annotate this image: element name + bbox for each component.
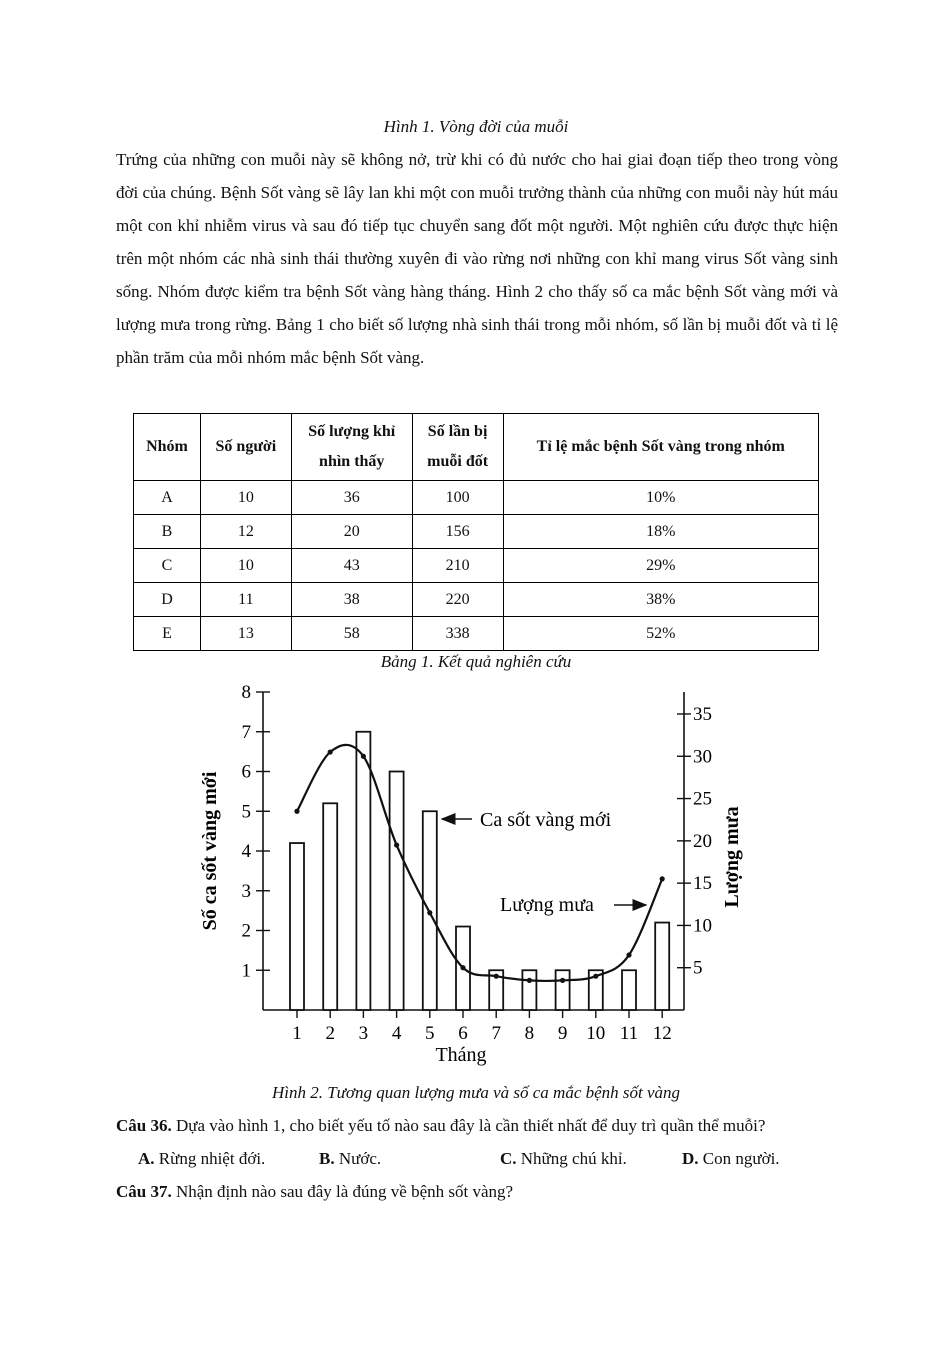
x-tick-label: 7 [491, 1023, 501, 1044]
table-cell: 10 [200, 481, 291, 515]
table-cell: A [134, 481, 201, 515]
option-a[interactable] [138, 1149, 265, 1169]
y2-tick-label: 35 [693, 703, 712, 725]
rainfall-point [626, 952, 631, 957]
question-number: Câu 36. [116, 1116, 172, 1135]
y-tick-label: 8 [241, 682, 251, 703]
table-header-row [134, 414, 819, 481]
y2-tick-label: 5 [693, 957, 703, 979]
header-monkeys: Số lượng khỉ nhìn thấy [291, 414, 412, 481]
y-tick-label: 3 [241, 880, 251, 902]
table-row [134, 549, 819, 583]
option-d[interactable] [682, 1149, 780, 1169]
option-letter: D. [682, 1149, 699, 1168]
rainfall-point [361, 754, 366, 759]
option-text: Nước. [338, 1149, 382, 1168]
rainfall-cases-chart [180, 680, 743, 1075]
rainfall-point [660, 876, 665, 881]
case-bar [655, 923, 669, 1010]
y2-tick-label: 15 [693, 873, 712, 895]
table-cell: 18% [503, 515, 818, 549]
intro-text: Trứng của những con muỗi này sẽ không nở, trừ khi có đủ nước cho hai giai đoạn tiếp theo trong vòng đời của chúng. Bệnh Sốt vàng sẽ lây lan khi một con muỗi trưởng thành của những con muỗi này hút máu một con khỉ nhiễm virus và sau đó tiếp tục chuyển sang đốt một người. Một nghiên cứu được thực hiện trên một nhóm các nhà sinh thái thường xuyên đi vào rừng nơi những con khỉ mang virus Sốt vàng sinh sống. Nhóm được kiểm tra bệnh Sốt vàng hàng tháng. Hình 2 cho thấy số ca mắc bệnh Sốt vàng mới và lượng mưa trong rừng. Bảng 1 cho biết số lượng nhà sinh thái trong mỗi nhóm, số lần bị muỗi đốt và tỉ lệ phần trăm của mỗi nhóm mắc bệnh Sốt vàng. [116, 150, 838, 367]
case-bar [556, 970, 570, 1010]
table-cell: 100 [412, 481, 503, 515]
case-bar [356, 732, 370, 1010]
option-letter: C. [500, 1149, 517, 1168]
y-axis-title: Số ca sốt vàng mới [199, 771, 221, 931]
question-37 [116, 1182, 513, 1202]
header-group: Nhóm [134, 414, 201, 481]
y2-tick-label: 30 [693, 746, 712, 768]
table-cell: 58 [291, 617, 412, 651]
x-tick-label: 5 [425, 1023, 435, 1044]
rainfall-point [527, 978, 532, 983]
y-tick-label: 6 [241, 761, 251, 783]
table-row [134, 481, 819, 515]
table-cell: 52% [503, 617, 818, 651]
table-row [134, 515, 819, 549]
results-table [133, 413, 819, 651]
x-tick-label: 4 [391, 1023, 402, 1044]
option-letter: B. [319, 1149, 335, 1168]
option-text: Rừng nhiệt đới. [158, 1149, 266, 1168]
line-series [294, 745, 664, 983]
y2-tick-label: 25 [693, 788, 712, 810]
y-tick-label: 7 [241, 721, 251, 743]
x-tick-label: 11 [619, 1023, 639, 1044]
y-tick-label: 5 [241, 801, 251, 823]
y2-tick-label: 10 [693, 915, 712, 937]
question-text: Nhận định nào sau đây là đúng về bệnh sốt vàng? [175, 1182, 514, 1201]
x-tick-label: 1 [292, 1023, 302, 1044]
x-tick-label: 6 [458, 1023, 468, 1044]
rainfall-point [460, 965, 465, 970]
case-bar [323, 803, 337, 1010]
y2-tick-label: 20 [693, 830, 712, 852]
option-b[interactable] [319, 1149, 381, 1169]
intro-paragraph [116, 143, 838, 374]
table-cell: 10% [503, 481, 818, 515]
x-tick-label: 12 [652, 1023, 672, 1044]
rainfall-point [593, 974, 598, 979]
bar-series [290, 732, 669, 1010]
y-tick-label: 1 [241, 960, 251, 982]
rainfall-point [294, 809, 299, 814]
table-cell: 156 [412, 515, 503, 549]
option-letter: A. [138, 1149, 155, 1168]
table-cell: 38% [503, 583, 818, 617]
table-cell: D [134, 583, 201, 617]
table-cell: 220 [412, 583, 503, 617]
rainfall-point [427, 910, 432, 915]
table-cell: C [134, 549, 201, 583]
rainfall-point [328, 749, 333, 754]
table-cell: 338 [412, 617, 503, 651]
chart-labels [199, 771, 743, 1066]
option-c[interactable] [500, 1149, 627, 1169]
rainfall-point [560, 978, 565, 983]
x-axis-title: Tháng [435, 1044, 487, 1066]
x-tick-label: 9 [557, 1023, 568, 1044]
header-bites: Số lần bị muỗi đốt [412, 414, 503, 481]
rainfall-point [394, 842, 399, 847]
table-row [134, 583, 819, 617]
table-cell: B [134, 515, 201, 549]
figure1-caption: Hình 1. Vòng đời của muỗi [383, 117, 569, 136]
rainfall-line [297, 745, 662, 981]
case-bar [522, 970, 536, 1010]
option-text: Những chú khỉ. [520, 1149, 627, 1168]
table-cell: E [134, 617, 201, 651]
question-number: Câu 37. [116, 1182, 172, 1201]
table-cell: 12 [200, 515, 291, 549]
case-bar [622, 970, 636, 1010]
y-tick-label: 2 [241, 920, 251, 942]
table-cell: 210 [412, 549, 503, 583]
question-36 [116, 1116, 765, 1136]
y2-axis-title: Lượng mưa [721, 806, 743, 908]
table-row [134, 617, 819, 651]
header-rate: Tỉ lệ mắc bệnh Sốt vàng trong nhóm [503, 414, 818, 481]
table-cell: 29% [503, 549, 818, 583]
figure2-caption: Hình 2. Tương quan lượng mưa và số ca mắc bệnh sốt vàng [271, 1083, 681, 1102]
case-bar [290, 843, 304, 1010]
table-cell: 20 [291, 515, 412, 549]
x-tick-label: 8 [524, 1023, 535, 1044]
table-cell: 43 [291, 549, 412, 583]
table-cell: 10 [200, 549, 291, 583]
rainfall-annotation: Lượng mưa [500, 894, 594, 916]
table-cell: 11 [200, 583, 291, 617]
option-text: Con người. [702, 1149, 780, 1168]
rainfall-point [494, 974, 499, 979]
table-caption: Bảng 1. Kết quả nghiên cứu [380, 652, 572, 671]
question-text: Dựa vào hình 1, cho biết yếu tố nào sau đây là cần thiết nhất để duy trì quần thể muỗi? [175, 1116, 766, 1135]
case-bar [390, 772, 404, 1011]
table-cell: 13 [200, 617, 291, 651]
table-cell: 36 [291, 481, 412, 515]
x-tick-label: 2 [325, 1023, 335, 1044]
table-cell: 38 [291, 583, 412, 617]
x-tick-label: 3 [358, 1023, 369, 1044]
chart-axes [242, 682, 713, 1044]
y-tick-label: 4 [241, 841, 251, 862]
x-tick-label: 10 [586, 1023, 606, 1044]
cases-annotation: Ca sốt vàng mới [480, 809, 612, 831]
header-people: Số người [200, 414, 291, 481]
